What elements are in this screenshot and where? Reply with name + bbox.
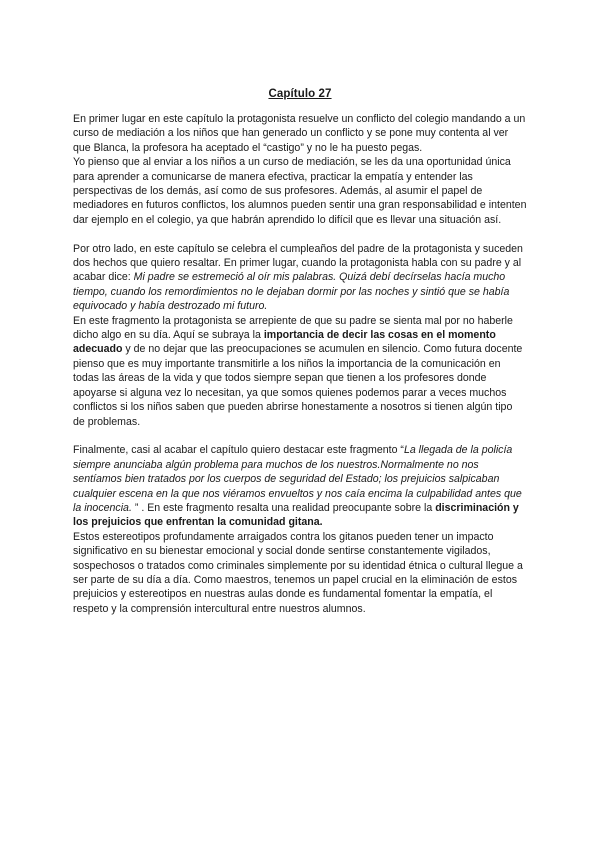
document-body: [73, 112, 527, 616]
police-after-text: ” . En este fragmento resalta una realidad preocupante sobre la: [131, 501, 436, 514]
paragraph-conflict: En primer lugar en este capítulo la protagonista resuelve un conflicto del colegio mandando a un curso de mediación a los niños que han generado un conflicto y se pone muy contenta al ver que Blanca, la profesora ha aceptado el “castigo” y no le ha puesto pegas.: [73, 113, 526, 154]
paragraph-birthday: [73, 242, 527, 314]
communication-text-start: En este fragmento la protagonista se arrepiente de que su padre se sienta mal por no haberle dicho algo en su día. Aquí se subraya la: [73, 314, 513, 342]
paragraph-gap: [73, 227, 527, 241]
police-quote: La llegada de la policía siempre anunciaba algún problema para muchos de los nuestros.Normalmente no nos sentíamos bien tratados por los cuerpos de seguridad del Estado; los prejuicios salpicaban cualquier escena en la que nos viéramos envueltos y nos caía encima la culpabilidad antes que la inocencia.: [73, 444, 522, 514]
birthday-quote: Mi padre se estremeció al oír mis palabras. Quizá debí decírselas hacía mucho tiempo, cuando los remordimientos no le dejaban dormir por las noches y sintió que se había equivocado y había destrozado mi futuro.: [73, 271, 510, 313]
paragraph-police-fragment: [73, 443, 527, 529]
chapter-title: Capítulo 27: [268, 88, 332, 100]
communication-highlight: importancia de decir las cosas en el momento adecuado: [73, 329, 496, 356]
discrimination-highlight: discriminación y los prejuicios que enfrentan la comunidad gitana.: [73, 501, 519, 529]
paragraph-gap: [73, 429, 527, 443]
paragraph-stereotypes: Estos estereotipos profundamente arraigados contra los gitanos pueden tener un impacto significativo en su bienestar emocional y social donde sentirse constantemente vigilados, sospechosos o tratados como criminales simplemente por su identidad étnica o cultural llegue a ser parte de su día a día. Como maestros, tenemos un papel crucial en la eliminación de estos prejuicios y estereotipos en nuestras aulas donde es fundamental fomentar la empatía, el respeto y la comprensión intercultural entre nuestros alumnos.: [73, 530, 523, 615]
police-intro-text: Finalmente, casi al acabar el capítulo quiero destacar este fragmento “: [73, 444, 404, 457]
paragraph-communication: [73, 314, 527, 429]
communication-text-end: y de no dejar que las preocupaciones se acumulen en silencio. Como futura docente pienso que es muy importante transmitirle a los niños la importancia de la comunicación en todas las áreas de la vida y que todos siempre sepan que tienen a los profesores donde apoyarse si alguna vez lo necesitan, ya que somos quienes podemos parar a veces muchos conflictos si los niños saben que pueden abrirse honestamente a nosotros si tienen algún tipo de problemas.: [73, 343, 523, 428]
paragraph-mediation-opinion: Yo pienso que al enviar a los niños a un curso de mediación, se les da una oportunidad única para aprender a comunicarse de manera efectiva, practicar la empatía y entender las perspectivas de los demás, así como de sus profesores. Además, al asumir el papel de mediadores en futuros conflictos, los alumnos pueden sentir una gran responsabilidad e intenten dar ejemplo en el colegio, ya que habrán aprendido lo difícil que es llevar una situación así.: [73, 156, 527, 226]
birthday-intro-text: Por otro lado, en este capítulo se celebra el cumpleaños del padre de la protagonista y suceden dos hechos que quiero resaltar. En primer lugar, cuando la protagonista habla con su padre y al acabar dice:: [73, 242, 523, 284]
